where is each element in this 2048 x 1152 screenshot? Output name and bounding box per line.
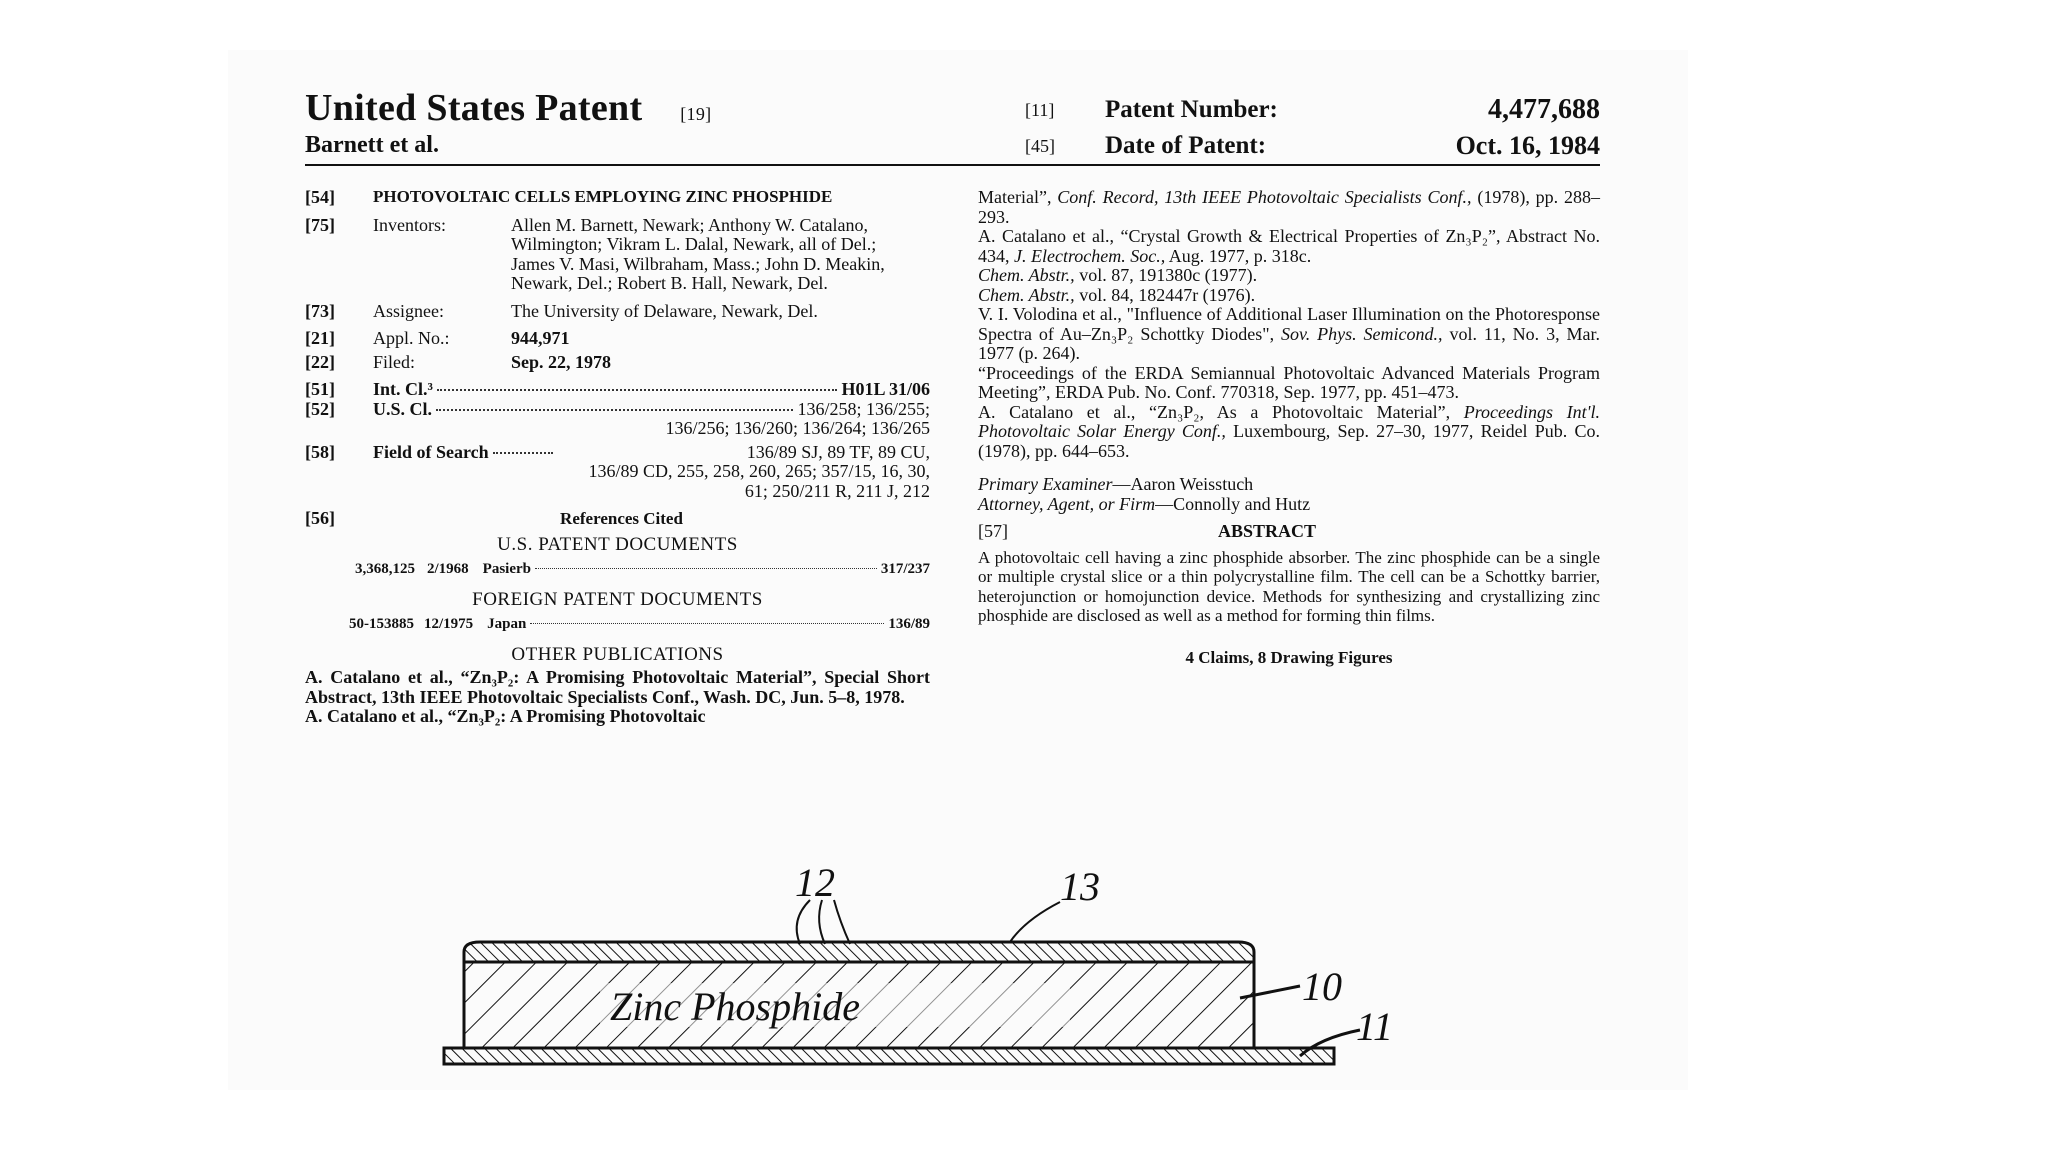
field-21: [21] Appl. No.: 944,971 (305, 329, 930, 349)
foreign-docs-heading: FOREIGN PATENT DOCUMENTS (472, 588, 763, 610)
title-code: [19] (680, 104, 712, 124)
ref-4: Chem. Abstr., vol. 84, 182447r (1976). (978, 284, 1256, 305)
foreign-doc-row: 50-153885 12/1975 Japan 136/89 (349, 616, 930, 632)
substrate-layer-11 (444, 1048, 1334, 1064)
inventors: Allen M. Barnett, Newark; Anthony W. Catalano, Wilmington; Vikram L. Dalal, Newark, all of Del.; James V. Masi, Wilbraham, Mass.; John D. Meakin, Newark, Del.; Robert B. Hall, Newark, Del. (511, 214, 885, 293)
appl-number: 944,971 (511, 328, 570, 348)
other-pub-1: A. Catalano et al., “Zn₃P₂: A Promising Photovoltaic Material”, Special Short Abstract, 13th IEEE Photovoltaic Specialists Conf., Wash. DC, Jun. 5–8, 1978. (305, 667, 930, 707)
leader-12c (834, 900, 850, 944)
field-75: [75] Inventors: Allen M. Barnett, Newark; Anthony W. Catalano, Wilmington; Vikram L. Dalal, Newark, all of Del.; James V. Masi, Wilbraham, Mass.; John D. Meakin, Newark, Del.; Robert B. Hall, Newark, Del. (305, 216, 930, 294)
field-56: [56] References Cited (305, 509, 930, 529)
abstract-header: [57] ABSTRACT (978, 521, 1317, 541)
leader-12a (797, 900, 810, 944)
abstract-heading: ABSTRACT (1218, 521, 1317, 541)
ref-1: Material”, Conf. Record, 13th IEEE Photovoltaic Specialists Conf., (1978), pp. 288–293. (978, 187, 1600, 227)
ref-5: V. I. Volodina et al., "Influence of Additional Laser Illumination on the Photoresponse Spectra of Au–Zn₃P₂ Schottky Diodes", Sov. Phys. Semicond., vol. 11, No. 3, Mar. 1977 (p. 264). (978, 304, 1601, 363)
assignee: The University of Delaware, Newark, Del. (511, 300, 818, 321)
field-73: [73] Assignee: The University of Delaware, Newark, Del. (305, 302, 930, 322)
field-22: [22] Filed: Sep. 22, 1978 (305, 353, 930, 373)
field-52: [52] U.S. Cl. 136/258; 136/255; 136/256; 136/260; 136/264; 136/265 (305, 398, 930, 438)
top-layer-13 (464, 942, 1254, 962)
inventor-short: Barnett et al. (305, 132, 439, 158)
patent-number: 4,477,688 (1488, 94, 1600, 125)
us-doc-row: 3,368,125 2/1968 Pasierb 317/237 (355, 561, 930, 577)
ref-2: A. Catalano et al., “Crystal Growth & Electrical Properties of Zn₃P₂”, Abstract No. 434, J. Electrochem. Soc., Aug. 1977, p. 318c. (978, 226, 1600, 266)
abstract-text: A photovoltaic cell having a zinc phosphide absorber. The zinc phosphide can be a single or multiple crystal slice or a thin polycrystalline film. The cell can be a Schottky barrier, heterojunction or homojunction device. Methods for synthesizing and crystallizing zinc phosphide are disclosed as well as a method for forming thin films. (978, 547, 1600, 625)
header-rule (305, 164, 1600, 166)
reference-label-12: 12 (795, 860, 835, 905)
us-class: 136/258; 136/255; (797, 398, 930, 419)
reference-label-10: 10 (1302, 964, 1342, 1009)
leader-13 (1010, 902, 1060, 942)
field-54: [54] PHOTOVOLTAIC CELLS EMPLOYING ZINC PHOSPHIDE (305, 188, 930, 208)
material-label: Zinc Phosphide (610, 984, 860, 1029)
reference-label-13: 13 (1060, 864, 1100, 909)
field-51: [51] Int. Cl.³ H01L 31/06 (305, 379, 930, 399)
ref-7: A. Catalano et al., “Zn₃P₂, As a Photovoltaic Material”, Proceedings Int'l. Photovoltaic Solar Energy Conf., Luxembourg, Sep. 27–30, 1977, Reidel Pub. Co. (1978), pp. 644–653. (978, 401, 1601, 461)
patent-number-code: [11] (1025, 100, 1055, 120)
us-docs-heading: U.S. PATENT DOCUMENTS (497, 533, 738, 555)
attorney: Attorney, Agent, or Firm—Connolly and Hutz (978, 493, 1311, 514)
leader-12b (819, 900, 825, 944)
references-heading: References Cited (560, 509, 683, 528)
right-column (978, 188, 1600, 667)
date-label: Date of Patent: (1105, 132, 1267, 159)
invention-title: PHOTOVOLTAIC CELLS EMPLOYING ZINC PHOSPHIDE (373, 187, 833, 206)
int-class: H01L 31/06 (841, 379, 930, 399)
ref-6: “Proceedings of the ERDA Semiannual Photovoltaic Advanced Materials Program Meeting”, ERDA Pub. No. Conf. 770318, Sep. 1977, pp. 451–473. (978, 362, 1600, 402)
other-pub-2: A. Catalano et al., “Zn₃P₂: A Promising Photovoltaic (305, 706, 706, 726)
claims-count: 4 Claims, 8 Drawing Figures (1185, 647, 1393, 667)
patent-title-header: United States Patent [19] (305, 87, 712, 129)
ref-3: Chem. Abstr., vol. 87, 191380c (1977). (978, 265, 1258, 285)
patent-number-label: Patent Number: (1105, 96, 1278, 123)
filed-date: Sep. 22, 1978 (511, 351, 612, 372)
field-58: [58] Field of Search 136/89 SJ, 89 TF, 89 CU, 136/89 CD, 255, 258, 260, 265; 357/15, 16, 30, 61; 250/211 R, 211 J, 212 (305, 441, 930, 501)
date-code: [45] (1025, 136, 1055, 156)
cell-drawing (420, 860, 1480, 1080)
other-publications-heading: OTHER PUBLICATIONS (511, 643, 724, 665)
date-of-patent: Oct. 16, 1984 (1455, 131, 1600, 160)
left-column (305, 188, 930, 727)
primary-examiner: Primary Examiner—Aaron Weisstuch (978, 474, 1254, 494)
reference-label-11: 11 (1356, 1004, 1394, 1049)
